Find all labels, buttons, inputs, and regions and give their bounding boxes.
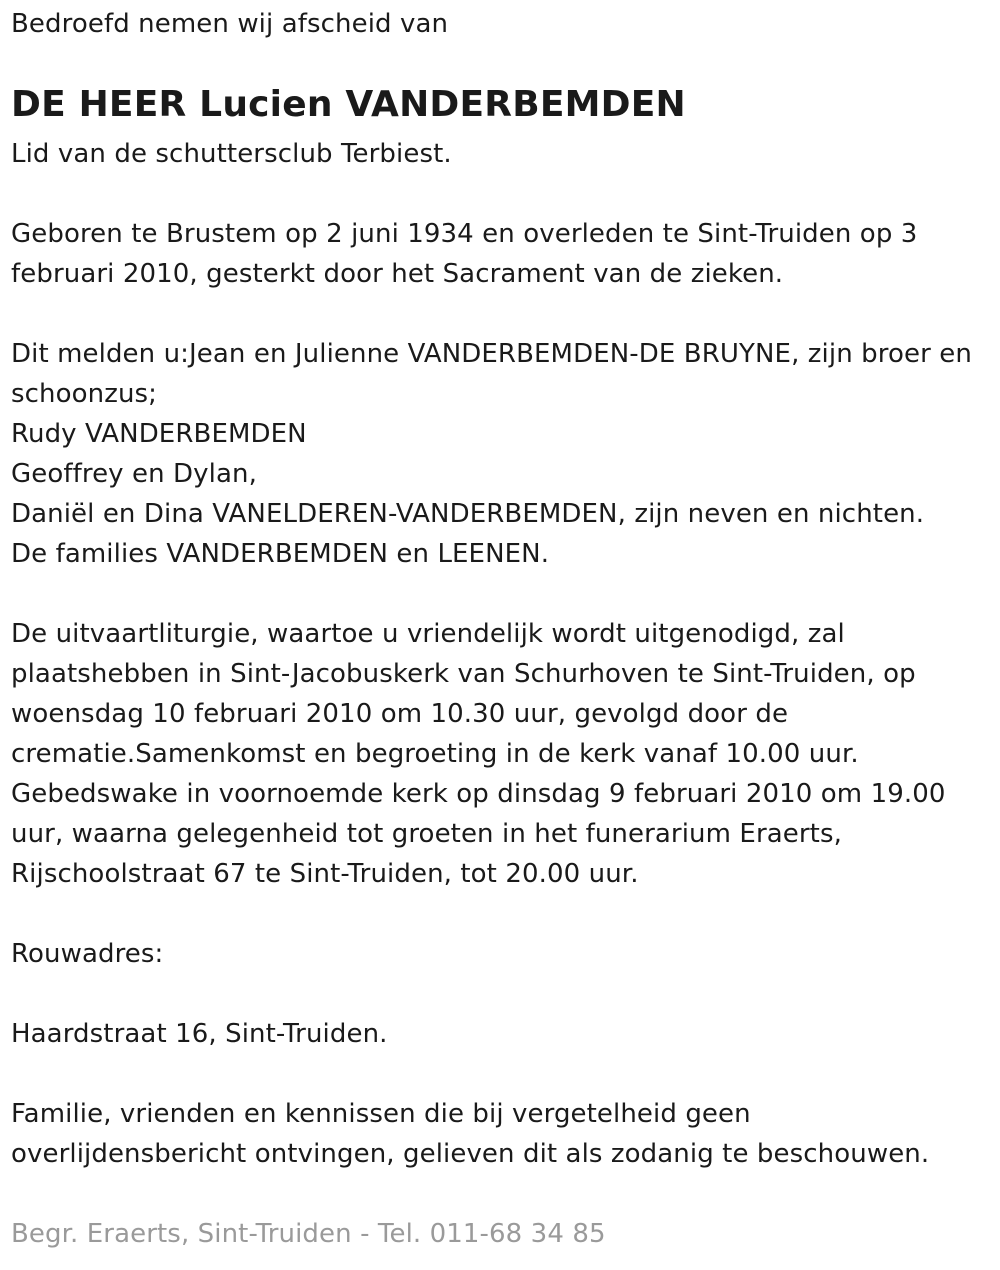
family-line: Daniël en Dina VANELDEREN-VANDERBEMDEN, zijn neven en nichten. (11, 499, 925, 529)
closing-line: Familie, vrienden en kennissen die bij vergetelheid geen (11, 1099, 751, 1129)
birth-death-paragraph (11, 214, 917, 294)
birth-line: februari 2010, gesterkt door het Sacrament van de zieken. (11, 259, 784, 289)
family-line: schoonzus; (11, 379, 158, 409)
membership-text: Lid van de schuttersclub Terbiest. (11, 139, 452, 169)
membership-block (11, 134, 452, 174)
funeral-line: woensdag 10 februari 2010 om 10.30 uur, gevolgd door de (11, 699, 789, 729)
closing-paragraph (11, 1094, 929, 1174)
closing-line: overlijdensbericht ontvingen, gelieven dit als zodanig te beschouwen. (11, 1139, 930, 1169)
footer-block (11, 1214, 606, 1254)
funeral-paragraph (11, 614, 946, 894)
funeral-line: Rijschoolstraat 67 te Sint-Truiden, tot 20.00 uur. (11, 859, 639, 889)
address-label: Rouwadres: (11, 939, 164, 969)
birth-line: Geboren te Brustem op 2 juni 1934 en overleden te Sint-Truiden op 3 (11, 219, 918, 249)
deceased-name: DE HEER Lucien VANDERBEMDEN (11, 84, 686, 125)
family-line: Dit melden u:Jean en Julienne VANDERBEMDEN-DE BRUYNE, zijn broer en (11, 339, 972, 369)
family-line: De families VANDERBEMDEN en LEENEN. (11, 539, 550, 569)
address-block (11, 1014, 388, 1054)
funeral-home-footer: Begr. Eraerts, Sint-Truiden - Tel. 011-68 34 85 (11, 1219, 606, 1249)
family-line: Rudy VANDERBEMDEN (11, 419, 307, 449)
family-paragraph (11, 334, 972, 574)
funeral-line: uur, waarna gelegenheid tot groeten in het funerarium Eraerts, (11, 819, 842, 849)
funeral-line: De uitvaartliturgie, waartoe u vriendelijk wordt uitgenodigd, zal (11, 619, 845, 649)
funeral-line: Gebedswake in voornoemde kerk op dinsdag 9 februari 2010 om 19.00 (11, 779, 946, 809)
funeral-line: plaatshebben in Sint-Jacobuskerk van Schurhoven te Sint-Truiden, op (11, 659, 916, 689)
address-text: Haardstraat 16, Sint-Truiden. (11, 1019, 388, 1049)
address-label-block (11, 934, 163, 974)
funeral-line: crematie.Samenkomst en begroeting in de kerk vanaf 10.00 uur. (11, 739, 859, 769)
intro-text: Bedroefd nemen wij afscheid van (11, 9, 449, 39)
family-line: Geoffrey en Dylan, (11, 459, 257, 489)
